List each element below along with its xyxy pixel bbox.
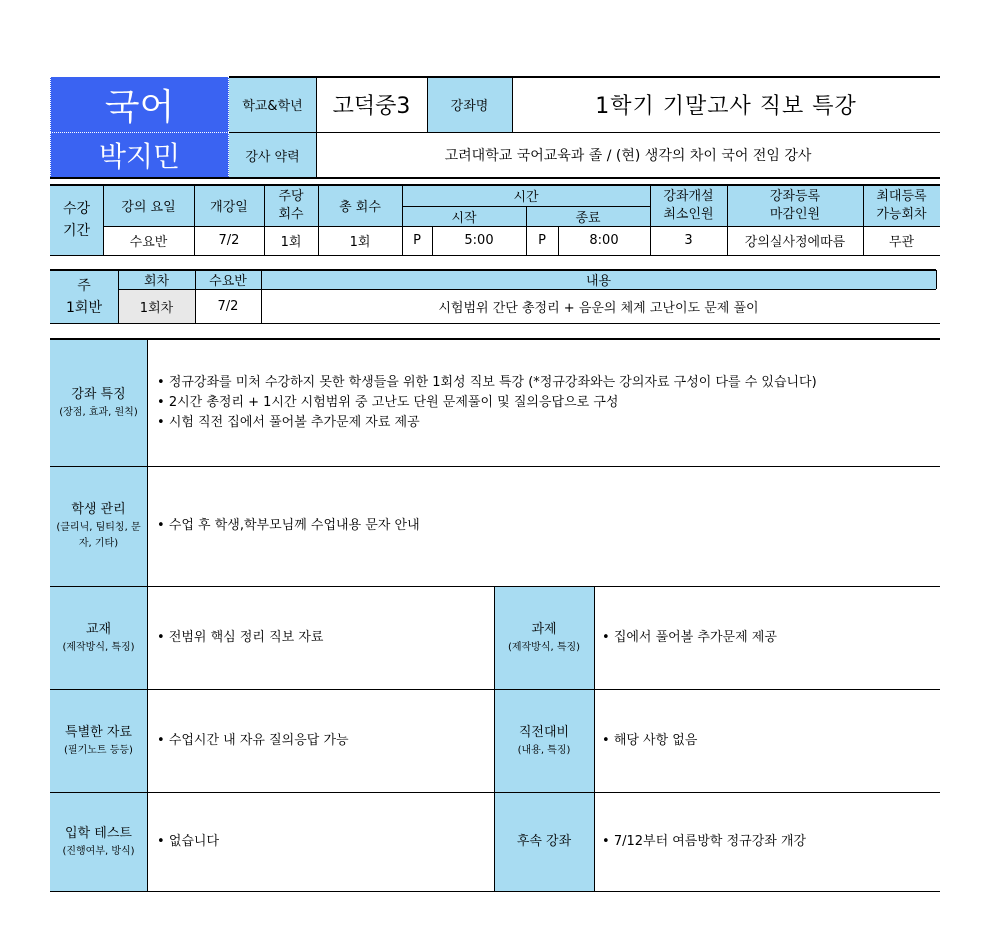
followup-item: • 7/12부터 여름방학 정규강좌 개강 [602, 832, 806, 852]
career-value: 고려대학교 국어교육과 졸 / (현) 생각의 차이 국어 전임 강사 [444, 148, 812, 164]
management-label-cell [50, 466, 147, 586]
management-label: 학생 관리 [71, 502, 126, 517]
course-value-cell [512, 77, 940, 132]
special-sub: (필기노트 등등) [64, 744, 133, 756]
features-label-cell [50, 339, 147, 466]
features-item: • 시험 직전 집에서 풀어볼 추가문제 자료 제공 [157, 413, 817, 433]
time-start-header: 시작 [402, 206, 526, 226]
weekday-value: 수요반 [129, 235, 168, 250]
max-session-header: 최대등록 가능회차 [863, 185, 940, 226]
entrance-sub: (진행여부, 방식) [62, 845, 135, 857]
career-label-cell [229, 132, 316, 178]
weekday-header: 강의 요일 [103, 185, 194, 226]
features-label: 강좌 특징 [71, 386, 126, 402]
entrance-label-cell [50, 792, 147, 891]
end-time: 8:00 [589, 233, 619, 248]
entrance-item: • 없습니다 [157, 832, 219, 852]
prep-label: 직전대비 [518, 724, 570, 740]
homework-content [602, 586, 937, 689]
time-header: 시간 [402, 185, 650, 206]
prep-content [602, 689, 937, 792]
period-label-line1: 수강 [62, 201, 91, 217]
features-item: • 정규강좌를 미처 수강하지 못한 학생들을 위한 1회성 직보 특강 (*정규강좌와는 강의자료 구성이 다를 수 있습니다) [157, 373, 817, 393]
management-item: • 수업 후 학생,학부모님께 수업내용 문자 안내 [157, 516, 420, 536]
class-header: 수요반 [195, 270, 261, 289]
content-header: 내용 [261, 270, 936, 289]
special-item: • 수업시간 내 자유 질의응답 가능 [157, 731, 349, 751]
textbook-label-cell [50, 586, 147, 689]
course-value: 1학기 기말고사 직보 특강 [595, 94, 857, 119]
session-date: 7/2 [217, 298, 239, 314]
course-label: 강좌명 [450, 99, 489, 114]
min-people-value: 3 [684, 233, 693, 248]
min-people-header: 강좌개설 최소인원 [650, 185, 727, 226]
homework-label-cell [494, 586, 594, 689]
session-content: 시험범위 간단 총정리 + 음운의 체계 고난이도 문제 풀이 [438, 300, 759, 316]
course-label-cell [427, 77, 512, 132]
followup-label: 후속 강좌 [516, 833, 572, 849]
start-date-header: 개강일 [194, 185, 264, 226]
prep-label-cell [494, 689, 594, 792]
prep-item: • 해당 사항 없음 [602, 731, 697, 751]
max-session-value: 무관 [888, 235, 915, 250]
total-count-header: 총 회수 [318, 185, 402, 226]
school-label: 학교&학년 [242, 99, 303, 114]
features-content [157, 339, 937, 466]
start-time: 5:00 [464, 233, 494, 248]
career-value-cell [316, 132, 940, 178]
homework-item: • 집에서 풀어볼 추가문제 제공 [602, 628, 777, 648]
session-value: 1회차 [118, 289, 195, 323]
deadline-value: 강의실사정에따름 [744, 235, 846, 250]
school-value-cell [316, 77, 427, 132]
entrance-content [157, 792, 487, 891]
session-header: 회차 [118, 270, 195, 289]
textbook-label: 교재 [85, 621, 112, 637]
teacher-cell [50, 132, 229, 178]
special-label-cell [50, 689, 147, 792]
end-ampm: P [538, 233, 546, 248]
deadline-header: 강좌등록 마감인원 [727, 185, 863, 226]
total-count-value: 1회 [349, 235, 371, 250]
subject-title: 국어 [104, 87, 175, 128]
start-ampm: P [413, 233, 421, 248]
weekly-count-value: 1회 [280, 235, 302, 250]
weekly-label: 주 1회반 [50, 270, 118, 323]
school-label-cell [229, 77, 316, 132]
homework-sub: (제작방식, 특징) [507, 641, 581, 653]
prep-sub: (내용, 특징) [517, 744, 571, 756]
school-value: 고덕중3 [332, 94, 411, 119]
special-content [157, 689, 487, 792]
teacher-name: 박지민 [98, 140, 181, 173]
period-label-line2: 기간 [62, 223, 91, 239]
features-sub: (장점, 효과, 원칙) [59, 406, 138, 418]
followup-content [602, 792, 937, 891]
features-item: • 2시간 총정리 + 1시간 시험범위 중 고난도 단원 문제풀이 및 질의응답으로 구성 [157, 393, 817, 413]
time-end-header: 종료 [526, 206, 650, 226]
entrance-label: 입학 테스트 [65, 825, 132, 841]
management-sub: (클리닉, 팀티칭, 문자, 기타) [56, 522, 141, 549]
start-date-value: 7/2 [218, 233, 240, 248]
special-label: 특별한 자료 [65, 724, 132, 740]
subject-cell [50, 77, 229, 132]
textbook-content [157, 586, 487, 689]
period-label [50, 185, 103, 255]
homework-label: 과제 [531, 621, 557, 637]
weekly-count-header: 주당 회수 [264, 185, 318, 226]
management-content [157, 466, 937, 586]
followup-label-cell [494, 792, 594, 891]
textbook-item: • 전범위 핵심 정리 직보 자료 [157, 628, 323, 648]
career-label: 강사 약력 [245, 149, 300, 165]
textbook-sub: (제작방식, 특징) [62, 641, 135, 653]
